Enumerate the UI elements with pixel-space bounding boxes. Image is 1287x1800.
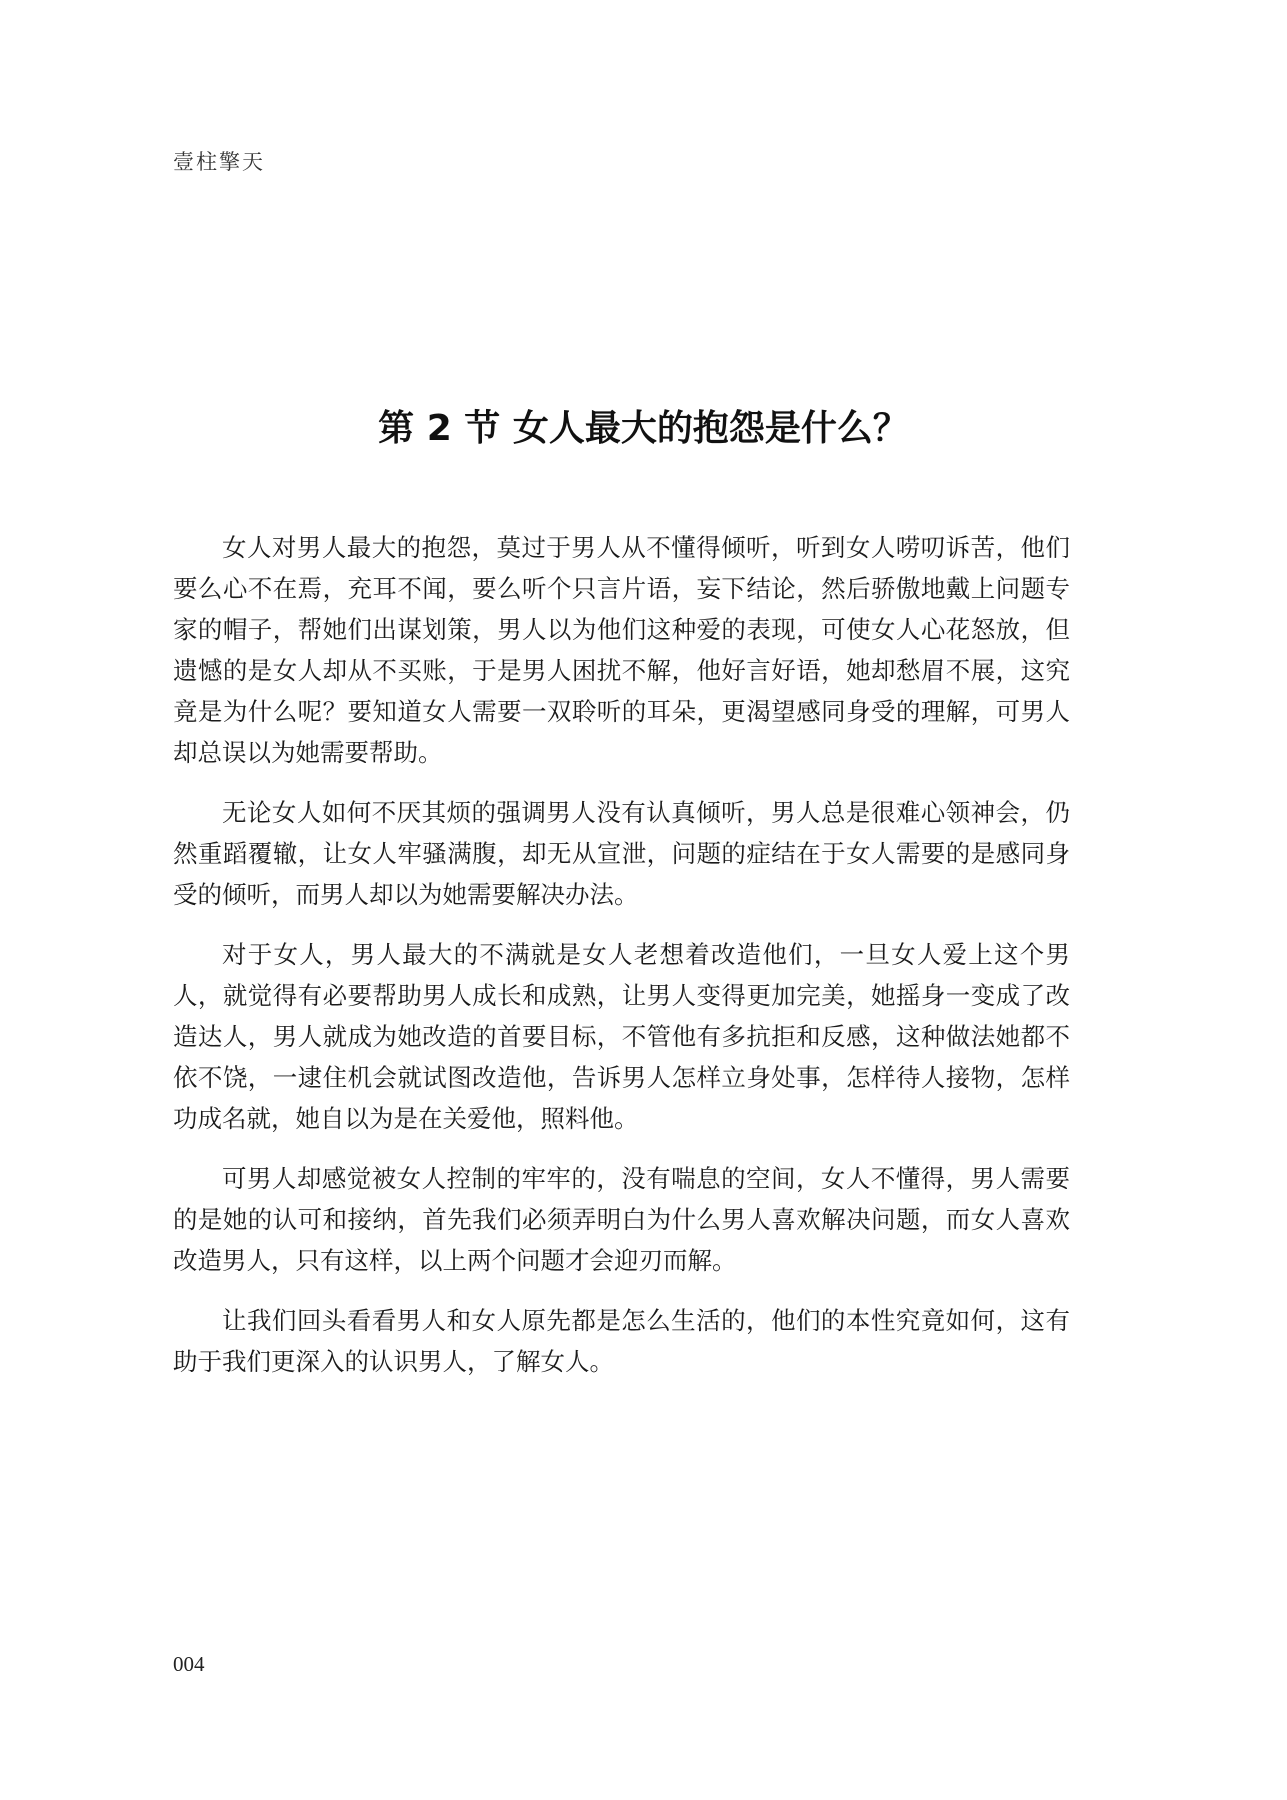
paragraph: 可男人却感觉被女人控制的牢牢的，没有喘息的空间，女人不懂得，男人需要的是她的认可和接纳，首先我们必须弄明白为什么男人喜欢解决问题，而女人喜欢改造男人，只有这样，以上两个问题才会迎刃而解。: [173, 1164, 1070, 1275]
body-text: [173, 527, 1070, 1401]
paragraph: 无论女人如何不厌其烦的强调男人没有认真倾听，男人总是很难心领神会，仍然重蹈覆辙，让女人牢骚满腹，却无从宣泄，问题的症结在于女人需要的是感同身受的倾听，而男人却以为她需要解决办法。: [173, 798, 1070, 909]
paragraph: 女人对男人最大的抱怨，莫过于男人从不懂得倾听，听到女人唠叨诉苦，他们要么心不在焉，充耳不闻，要么听个只言片语，妄下结论，然后骄傲地戴上问题专家的帽子，帮她们出谋划策，男人以为他们这种爱的表现，可使女人心花怒放，但遗憾的是女人却从不买账，于是男人困扰不解，他好言好语，她却愁眉不展，这究竟是为什么呢？要知道女人需要一双聆听的耳朵，更渴望感同身受的理解，可男人却总误以为她需要帮助。: [173, 533, 1070, 767]
running-header-title: 壹柱擎天: [173, 150, 265, 174]
section-title: 第 2 节 女人最大的抱怨是什么？: [378, 408, 909, 449]
paragraph: 对于女人，男人最大的不满就是女人老想着改造他们，一旦女人爱上这个男人，就觉得有必要帮助男人成长和成熟，让男人变得更加完美，她摇身一变成了改造达人，男人就成为她改造的首要目标，不管他有多抗拒和反感，这种做法她都不依不饶，一逮住机会就试图改造他，告诉男人怎样立身处事，怎样待人接物，怎样功成名就，她自以为是在关爱他，照料他。: [173, 940, 1070, 1133]
page-number: 004: [173, 1652, 205, 1676]
paragraph: 让我们回头看看男人和女人原先都是怎么生活的，他们的本性究竟如何，这有助于我们更深入的认识男人，了解女人。: [173, 1306, 1070, 1376]
